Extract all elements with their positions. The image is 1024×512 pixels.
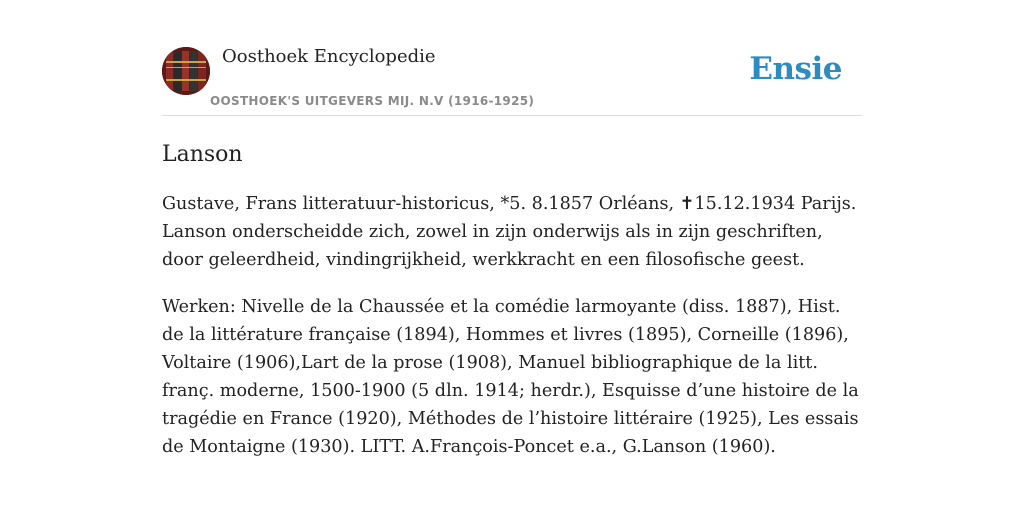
ensie-logo[interactable]: Ensie [749, 51, 842, 87]
publisher-label: OOSTHOEK'S UITGEVERS MIJ. N.V (1916-1925) [210, 94, 535, 108]
source-title[interactable]: Oosthoek Encyclopedie [222, 46, 436, 67]
article-card [162, 40, 862, 461]
encyclopedia-books-icon[interactable] [162, 47, 210, 95]
article-paragraph-works: Werken: Nivelle de la Chaussée et la comédie larmoyante (diss. 1887), Hist. de la littérature française (1894), Hommes et livres (1895), Corneille (1896), Voltaire (1906),Lart de la prose (1908), Manuel bibliographique de la litt. franç. moderne, 1500-1900 (5 dln. 1914; herdr.), Esquisse d’une histoire de la tragédie en France (1920), Méthodes de l’histoire littéraire (1925), Les essais de Montaigne (1930). LITT. A.François-Poncet e.a., G.Lanson (1960). [162, 297, 859, 457]
article-paragraph: Gustave, Frans litteratuur-historicus, *5. 8.1857 Orléans, ✝15.12.1934 Parijs. Lanson onderscheidde zich, zowel in zijn onderwijs als in zijn geschriften, door geleerdheid, vindingrijkheid, werkkracht en een filosofische geest. [162, 194, 857, 270]
source-header [162, 40, 862, 116]
article-headword: Lanson [162, 142, 243, 167]
